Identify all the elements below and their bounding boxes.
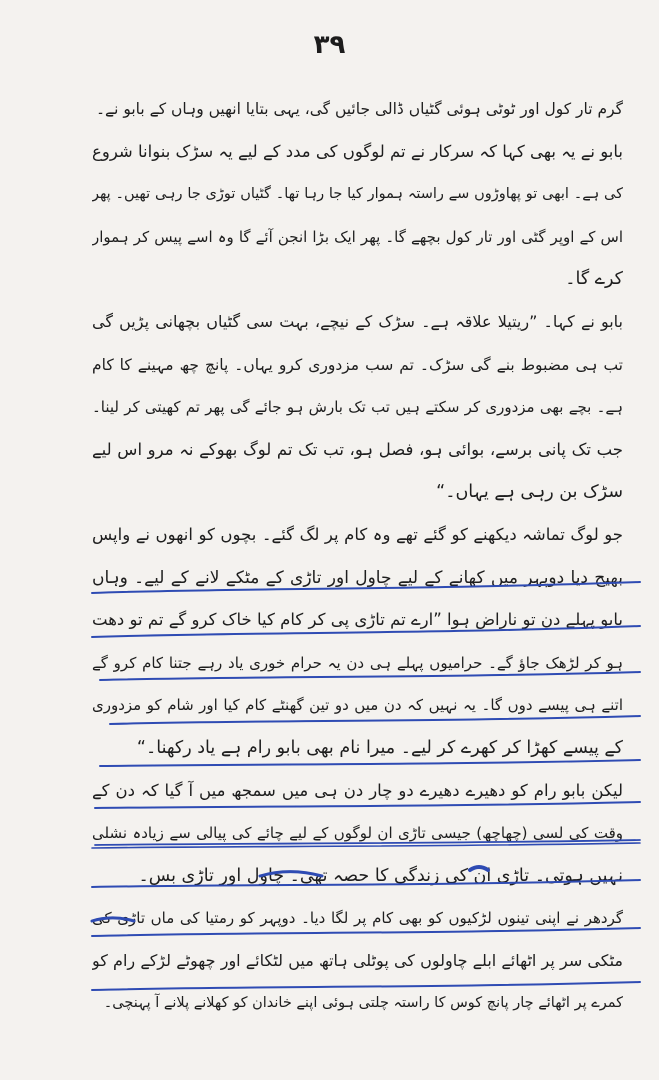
text-line: ہو کر لڑھک جاؤ گے۔ حرامیوں پہلے ہی دن یہ حرام خوری یاد رہے جتنا کام کرو گے [92, 653, 623, 672]
text-line: لیکن بابو رام کو دھیرے دھیرے دو چار دن ہی میں سمجھ میں آ گیا کہ دن کے [92, 780, 623, 800]
text-line: کے پیسے کھڑا کر کھرے کر لیے۔ میرا نام بھی بابو رام ہے یاد رکھنا۔“ [136, 737, 623, 758]
text-line: کمرے پر اٹھائے چار پانچ کوس کا راستہ چلتی ہوئی اپنے خاندان کو کھلانے پلانے آ پہنچی۔ [103, 995, 623, 1012]
text-line: گرم تار کول اور ٹوٹی ہوئی گٹیاں ڈالی جائیں گی، یہی بتایا انھیں وہاں کے بابو نے۔ [95, 100, 623, 118]
text-line: نہیں ہوتی۔ تاڑی ان کی زندگی کا حصہ تھی۔ چاول اور تاڑی بس۔ [138, 865, 623, 886]
page-number: ۳۹ [313, 30, 346, 60]
text-line: بھیج دیا دوپہر میں کھانے کے لیے چاول اور تاڑی کے مٹکے لانے کے لیے۔ وہاں [92, 567, 623, 588]
text-line: سڑک بن رہی ہے یہاں۔“ [436, 482, 623, 503]
text-line: کی ہے۔ ابھی تو پھاوڑوں سے راستہ ہموار کیا جا رہا تھا۔ گٹیاں توڑی جا رہی تھیں۔ پھر [92, 186, 623, 203]
body-text [92, 88, 623, 1025]
text-line: جو لوگ تماشہ دیکھنے کو گئے تھے وہ کام پر لگ گئے۔ بچوں کو انھوں نے واپس [92, 524, 623, 544]
text-line: تب ہی مضبوط بنے گی سڑک۔ تم سب مزدوری کرو یہاں۔ پانچ چھ مہینے کا کام [92, 355, 623, 374]
text-line: بابو پہلے دن تو ناراض ہوا ”ارے تم تاڑی پی کر کام کیا خاک کرو گے تم تو دھت [92, 610, 623, 630]
text-line: گردھر نے اپنی تینوں لڑکیوں کو بھی کام پر لگا دیا۔ دوپہر کو رمتیا کی ماں تاڑی کی [92, 909, 623, 928]
text-line: اس کے اوپر گٹی اور تار کول بچھے گا۔ پھر ایک بڑا انجن آئے گا وہ اسے پیس کر ہموار [92, 227, 623, 246]
text-line: جب تک پانی برسے، بوائی ہو، فصل ہو، تب تک تم لوگ بھوکے نہ مرو اس لیے [92, 439, 623, 459]
text-line: وقت کی لسی (چھاچھ) جیسی تاڑی ان لوگوں کے لیے چائے کی پیالی سے زیادہ نشلی [92, 824, 623, 843]
text-line: اتنے ہی پیسے دوں گا۔ یہ نہیں کہ دن میں دو تین گھنٹے کام کیا اور شام کو مزدوری [92, 696, 623, 715]
text-line: ہے۔ بچے بھی مزدوری کر سکتے ہیں تب تک بارش ہو جائے گی پھر تم کھیتی کر لینا۔ [92, 398, 623, 417]
text-line: کرے گا۔ [565, 269, 623, 290]
text-line: مٹکی سر پر اٹھائے ابلے چاولوں کی پوٹلی ہاتھ میں لٹکائے اور چھوٹے لڑکے رام کو [92, 950, 623, 970]
text-line: بابو نے یہ بھی کہا کہ سرکار نے تم لوگوں کی مدد کے لیے یہ سڑک بنوانا شروع [92, 141, 623, 161]
text-line: بابو نے کہا۔ ”ریتیلا علاقہ ہے۔ سڑک کے نیچے، بہت سی گٹیاں بچھانی پڑیں گی [92, 311, 623, 331]
